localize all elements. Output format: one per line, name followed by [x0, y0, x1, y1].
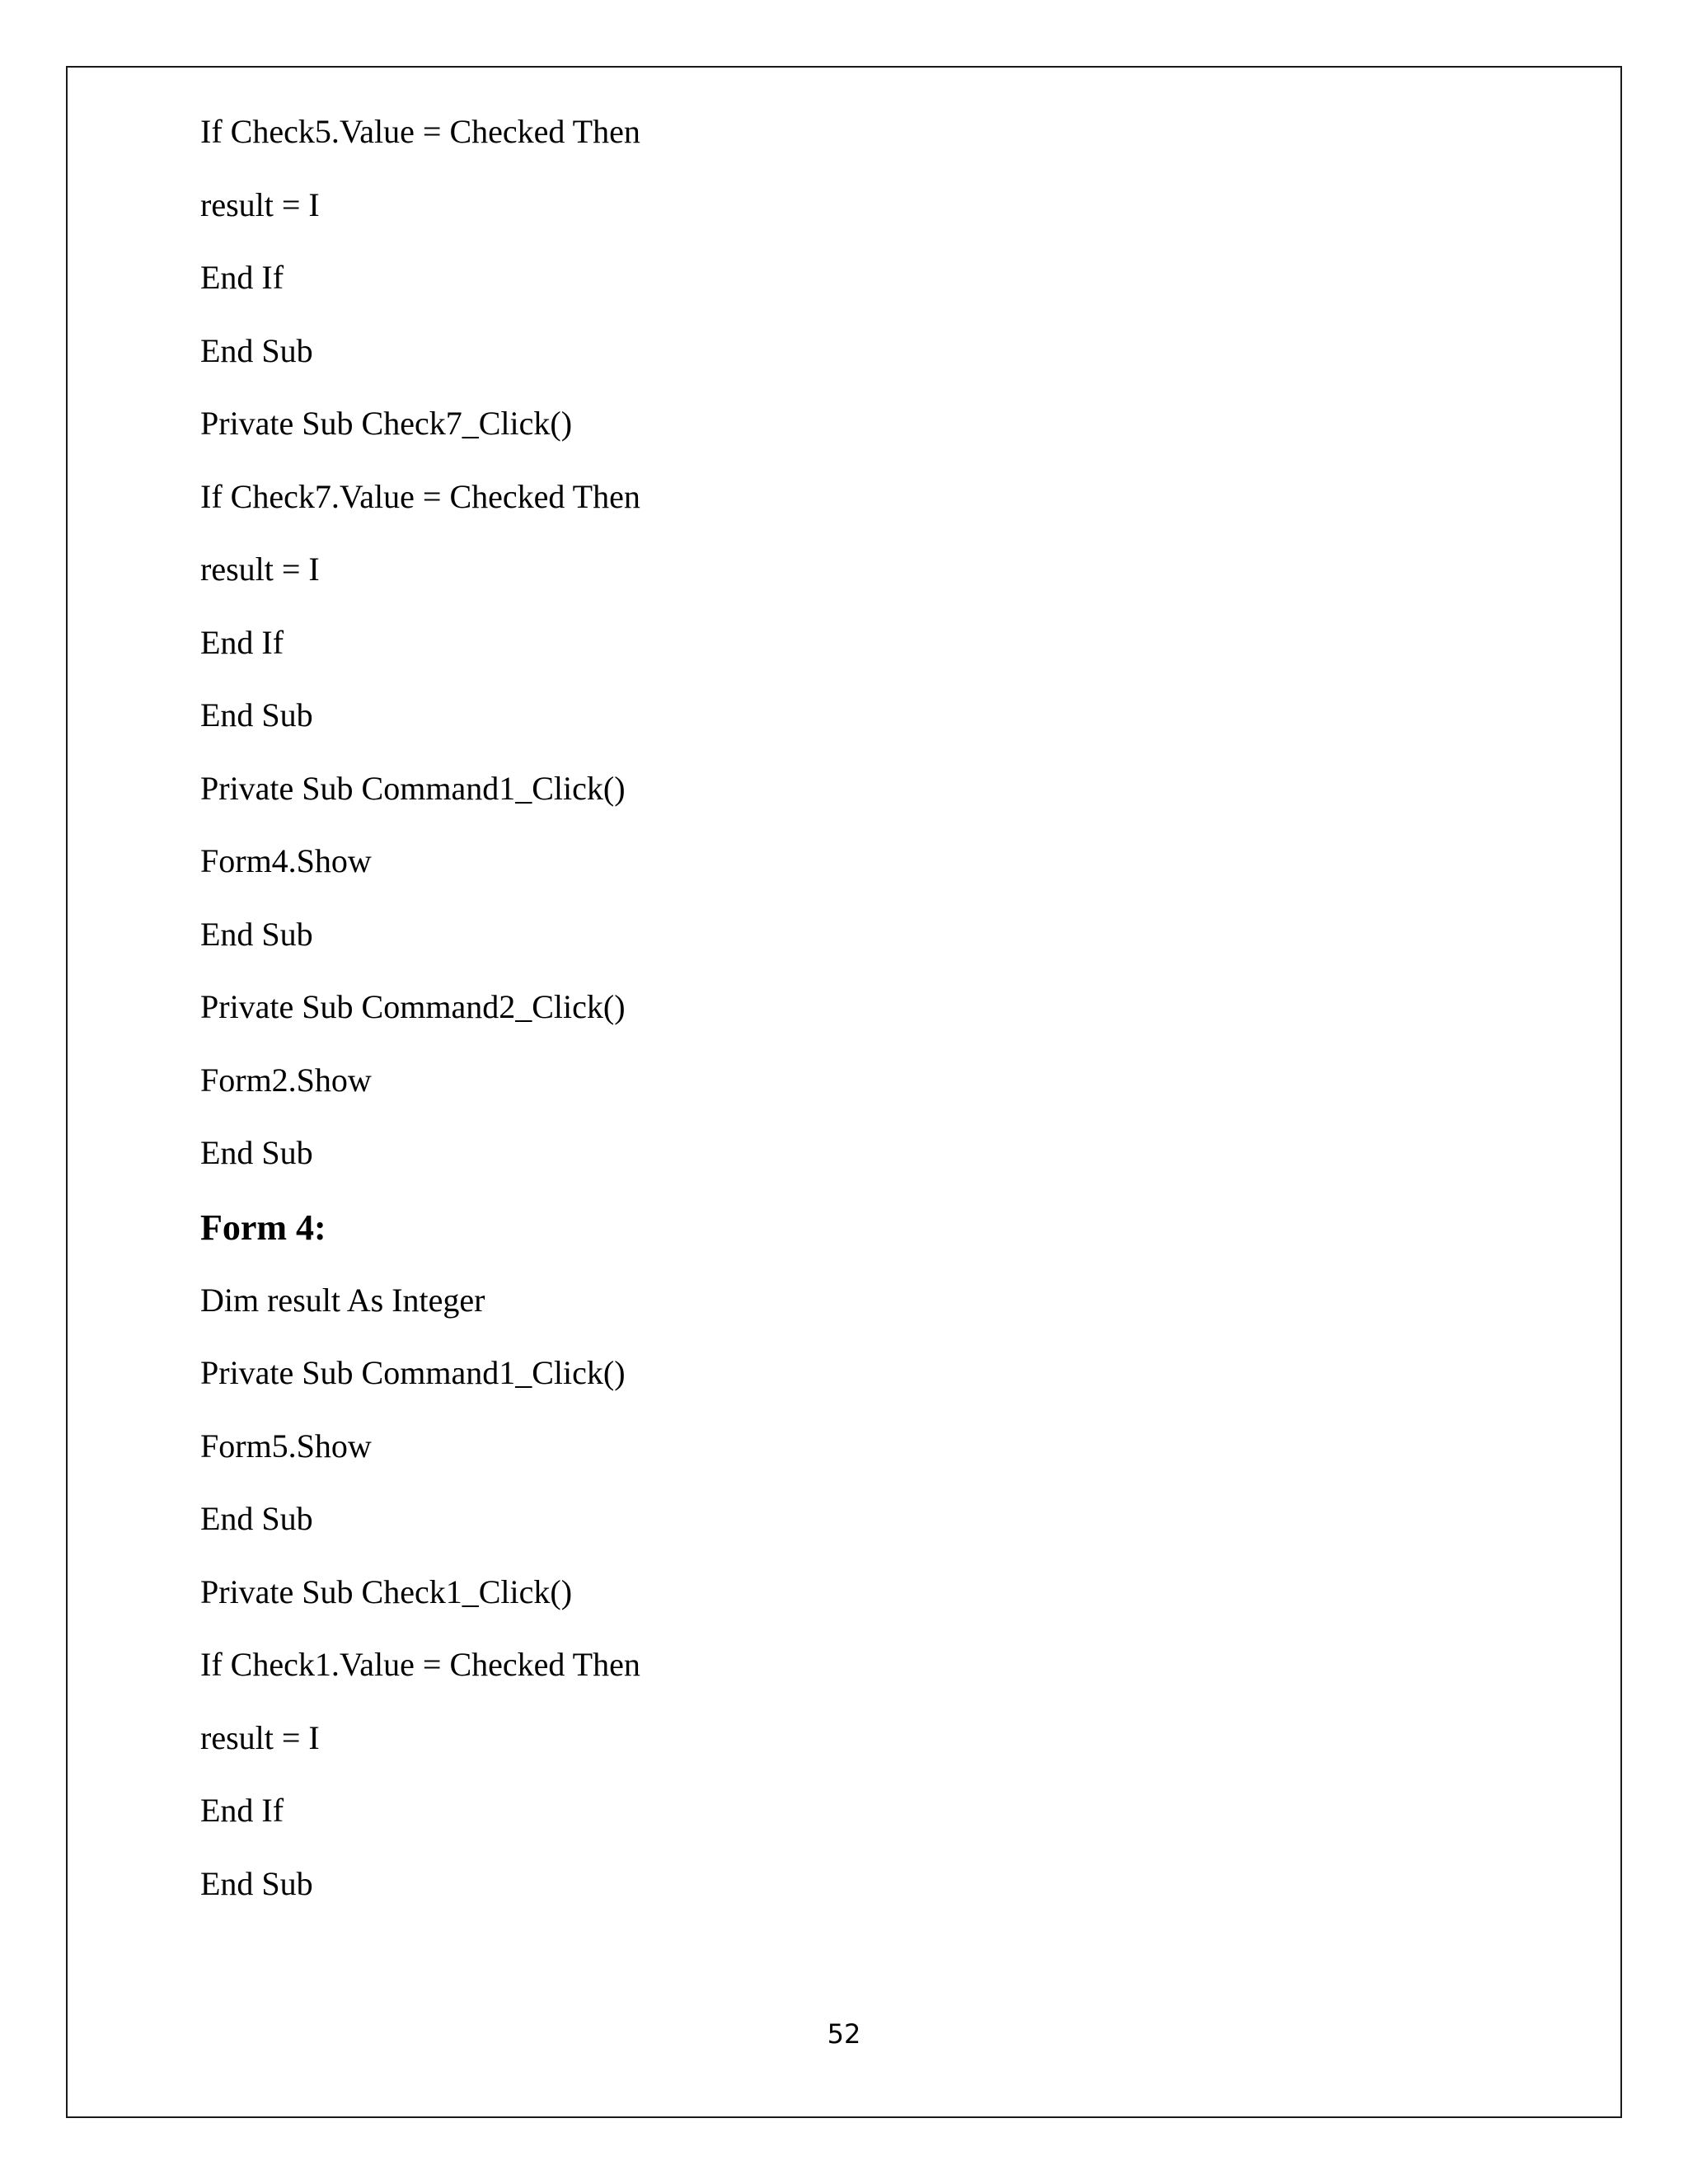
code-line: End Sub	[200, 1864, 313, 1902]
code-line: End If	[200, 623, 284, 661]
code-line: Form2.Show	[200, 1061, 372, 1099]
code-line: End Sub	[200, 1134, 313, 1171]
code-line: Private Sub Command1_Click()	[200, 769, 626, 807]
code-line: Private Sub Check1_Click()	[200, 1572, 573, 1610]
code-line: Private Sub Command1_Click()	[200, 1354, 626, 1391]
code-line: Private Sub Check7_Click()	[200, 405, 573, 442]
code-line: Form4.Show	[200, 842, 372, 879]
code-line: Dim result As Integer	[200, 1281, 485, 1319]
section-heading: Form 4:	[200, 1207, 326, 1248]
code-line: End Sub	[200, 1500, 313, 1537]
code-line: If Check1.Value = Checked Then	[200, 1646, 640, 1683]
code-line: End Sub	[200, 696, 313, 733]
code-line: result = I	[200, 185, 320, 223]
code-line: result = I	[200, 1718, 320, 1756]
page-number: 52	[827, 2018, 861, 2050]
code-line: Private Sub Command2_Click()	[200, 988, 626, 1025]
code-line: End Sub	[200, 915, 313, 953]
code-line: result = I	[200, 551, 320, 588]
code-line: If Check5.Value = Checked Then	[200, 113, 640, 150]
code-line: End If	[200, 259, 284, 296]
code-line: If Check7.Value = Checked Then	[200, 477, 640, 515]
code-line: End Sub	[200, 331, 313, 369]
code-line: End If	[200, 1792, 284, 1829]
code-listing	[200, 112, 1519, 1937]
code-line: Form5.Show	[200, 1427, 372, 1465]
